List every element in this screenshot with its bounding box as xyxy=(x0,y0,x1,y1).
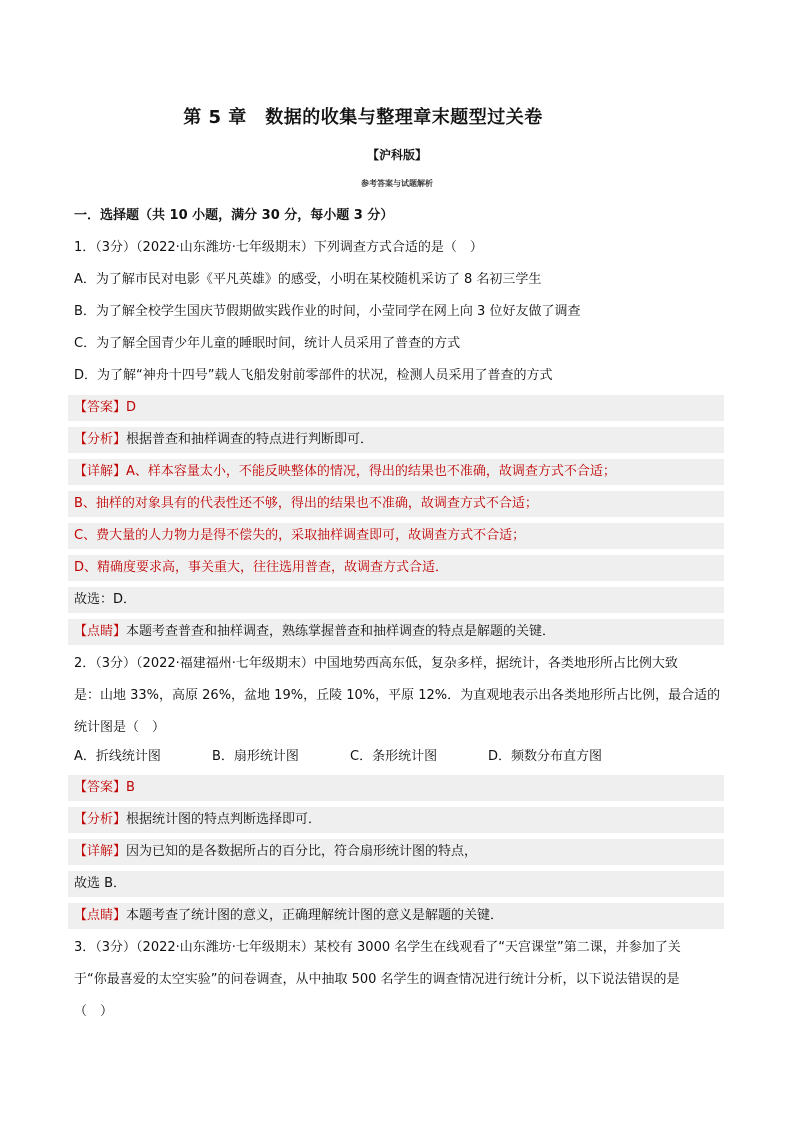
q2-options xyxy=(74,744,724,770)
q2-detail-row xyxy=(68,839,724,865)
q2-comment: 本题考查了统计图的意义，正确理解统计图的意义是解题的关键． xyxy=(126,908,504,923)
q1-comment: 本题考查普查和抽样调查，熟练掌握普查和抽样调查的特点是解题的关键． xyxy=(126,624,556,639)
q3-stem-line-2: 于“你最喜爱的太空实验”的问卷调查，从中抽取 500 名学生的调查情况进行统计分析，以下说法错误的是 xyxy=(74,972,680,987)
q2-detail: 因为已知的是各数据所占的百分比，符合扇形统计图的特点， xyxy=(126,844,478,859)
answer-tag: 【答案】 xyxy=(74,780,127,795)
q2-analysis-row xyxy=(68,807,724,833)
q3-stem-line-1: 3．（3分）（2022·山东潍坊·七年级期末）某校有 3000 名学生在线观看了“天宫课堂”第二课，并参加了关 xyxy=(74,940,681,955)
q2-answer-row xyxy=(68,775,724,801)
q1-option-b: B．为了解全校学生国庆节假期做实践作业的时间，小莹同学在网上向 3 位好友做了调查 xyxy=(74,304,581,319)
comment-tag: 【点睛】 xyxy=(74,624,127,639)
q1-option-c: C．为了解全国青少年儿童的睡眠时间，统计人员采用了普查的方式 xyxy=(74,336,461,351)
q1-option-a: A．为了解市民对电影《平凡英雄》的感受，小明在某校随机采访了 8 名初三学生 xyxy=(74,272,542,287)
q2-option-b: B．扇形统计图 xyxy=(212,749,299,764)
detail-tag: 【详解】 xyxy=(74,464,127,479)
q1-comment-row xyxy=(68,619,724,645)
q1-detail-row xyxy=(68,459,724,485)
q2-answer: B xyxy=(126,780,135,795)
q1-detail-1: A、样本容量太小，不能反映整体的情况，得出的结果也不准确，故调查方式不合适； xyxy=(126,464,616,479)
q1-detail-2: B、抽样的对象具有的代表性还不够，得出的结果也不准确，故调查方式不合适； xyxy=(68,491,724,517)
q1-answer: D xyxy=(126,400,137,415)
q2-stem-line-3: 统计图是（ ） xyxy=(74,720,166,735)
comment-tag: 【点睛】 xyxy=(74,908,127,923)
q3-stem-line-3: （ ） xyxy=(74,1004,114,1019)
q1-answer-row xyxy=(68,395,724,421)
q1-stem: 1．（3分）（2022·山东潍坊·七年级期末）下列调查方式合适的是（ ） xyxy=(74,240,483,255)
page-title: 第 5 章 数据的收集与整理章末题型过关卷 xyxy=(183,107,543,128)
answer-tag: 【答案】 xyxy=(74,400,127,415)
detail-tag: 【详解】 xyxy=(74,844,127,859)
q2-choose: 故选 B． xyxy=(68,871,724,897)
q2-comment-row xyxy=(68,903,724,929)
q2-stem-line-2: 是：山地 33%，高原 26%，盆地 19%，丘陵 10%，平原 12%．为直观地表示出各类地形所占比例，最合适的 xyxy=(74,688,721,703)
q1-analysis-row xyxy=(68,427,724,453)
q1-choose: 故选：D． xyxy=(68,587,724,613)
q2-stem-line-1: 2．（3分）（2022·福建福州·七年级期末）中国地势西高东低，复杂多样，据统计，各类地形所占比例大致 xyxy=(74,656,678,671)
q2-option-c: C．条形统计图 xyxy=(350,749,438,764)
q2-option-a: A．折线统计图 xyxy=(74,749,161,764)
edition-label: 【沪科版】 xyxy=(366,148,427,162)
q1-option-d: D．为了解“神舟十四号”载人飞船发射前零部件的状况，检测人员采用了普查的方式 xyxy=(74,368,553,383)
q2-analysis: 根据统计图的特点判断选择即可． xyxy=(126,812,322,827)
section-heading: 一．选择题（共 10 小题，满分 30 分，每小题 3 分） xyxy=(74,208,394,223)
analysis-tag: 【分析】 xyxy=(74,432,127,447)
analysis-tag: 【分析】 xyxy=(74,812,127,827)
q2-option-d: D．频数分布直方图 xyxy=(488,749,603,764)
q1-detail-3: C、费大量的人力物力是得不偿失的，采取抽样调查即可，故调查方式不合适； xyxy=(68,523,724,549)
q1-analysis: 根据普查和抽样调查的特点进行判断即可． xyxy=(126,432,374,447)
q1-detail-4: D、精确度要求高，事关重大，往往选用普查，故调查方式合适． xyxy=(68,555,724,581)
page-subtitle: 参考答案与试题解析 xyxy=(361,179,433,188)
